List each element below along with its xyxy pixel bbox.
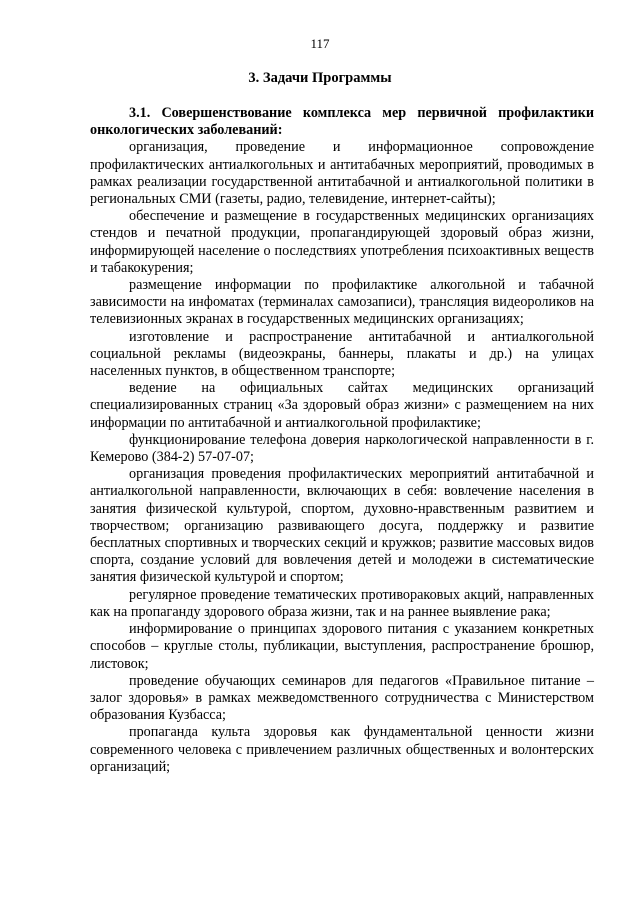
section-body	[90, 105, 594, 776]
paragraph-3: размещение информации по профилактике алкогольной и табачной зависимости на инфоматах (терминалах самозаписи), трансляция видеороликов на телевизионных экранах в государственных медицинских организациях;	[90, 277, 594, 328]
paragraph-11: пропаганда культа здоровья как фундаментальной ценности жизни современного человека с привлечением различных общественных и волонтерских организаций;	[90, 724, 594, 775]
paragraph-1: организация, проведение и информационное сопровождение профилактических антиалкогольных и антитабачных мероприятий, проводимых в рамках реализации государственной антитабачной и антиалкогольной политики в региональных СМИ (газеты, радио, телевидение, интернет-сайты);	[90, 139, 594, 208]
paragraph-5: ведение на официальных сайтах медицинских организаций специализированных страниц «За здоровый образ жизни» с размещением на них информации по антитабачной и антиалкогольной профилактике;	[90, 380, 594, 431]
page-number: 117	[310, 36, 330, 51]
paragraph-10: проведение обучающих семинаров для педагогов «Правильное питание – залог здоровья» в рамках межведомственного сотрудничества с Министерством образования Кузбасса;	[90, 672, 594, 724]
paragraph-7: организация проведения профилактических мероприятий антитабачной и антиалкогольной направленности, включающих в себя: вовлечение населения в занятия физической культурой, спортом, духовно-нравственным развитием и творчеством; организацию развивающего досуга, поддержку и развитие бесплатных спортивных и творческих секций и кружков; развитие массовых видов спорта, создание условий для вовлечения детей и молодежи в систематические занятия физической культурой и спортом;	[90, 466, 594, 586]
paragraph-8: регулярное проведение тематических противораковых акций, направленных как на пропаганду здорового образа жизни, так и на раннее выявление рака;	[90, 586, 594, 620]
subsection-title: 3.1. Совершенствование комплекса мер первичной профилактики онкологических заболеваний:	[90, 105, 594, 139]
paragraph-2: обеспечение и размещение в государственных медицинских организациях стендов и печатной продукции, пропагандирующей здоровый образ жизни, информирующей население о последствиях употребления психоактивных веществ и табакокурения;	[90, 208, 594, 276]
paragraph-6: функционирование телефона доверия наркологической направленности в г. Кемерово (384-2) 57-07-07;	[90, 431, 594, 466]
paragraph-4: изготовление и распространение антитабачной и антиалкогольной социальной рекламы (видеоэкраны, баннеры, плакаты и др.) на улицах населенных пунктов, в общественном транспорте;	[90, 328, 594, 380]
paragraph-9: информирование о принципах здорового питания с указанием конкретных способов – круглые столы, публикации, выступления, распространение брошюр, листовок;	[90, 621, 594, 672]
section-title: 3. Задачи Программы	[248, 70, 392, 86]
